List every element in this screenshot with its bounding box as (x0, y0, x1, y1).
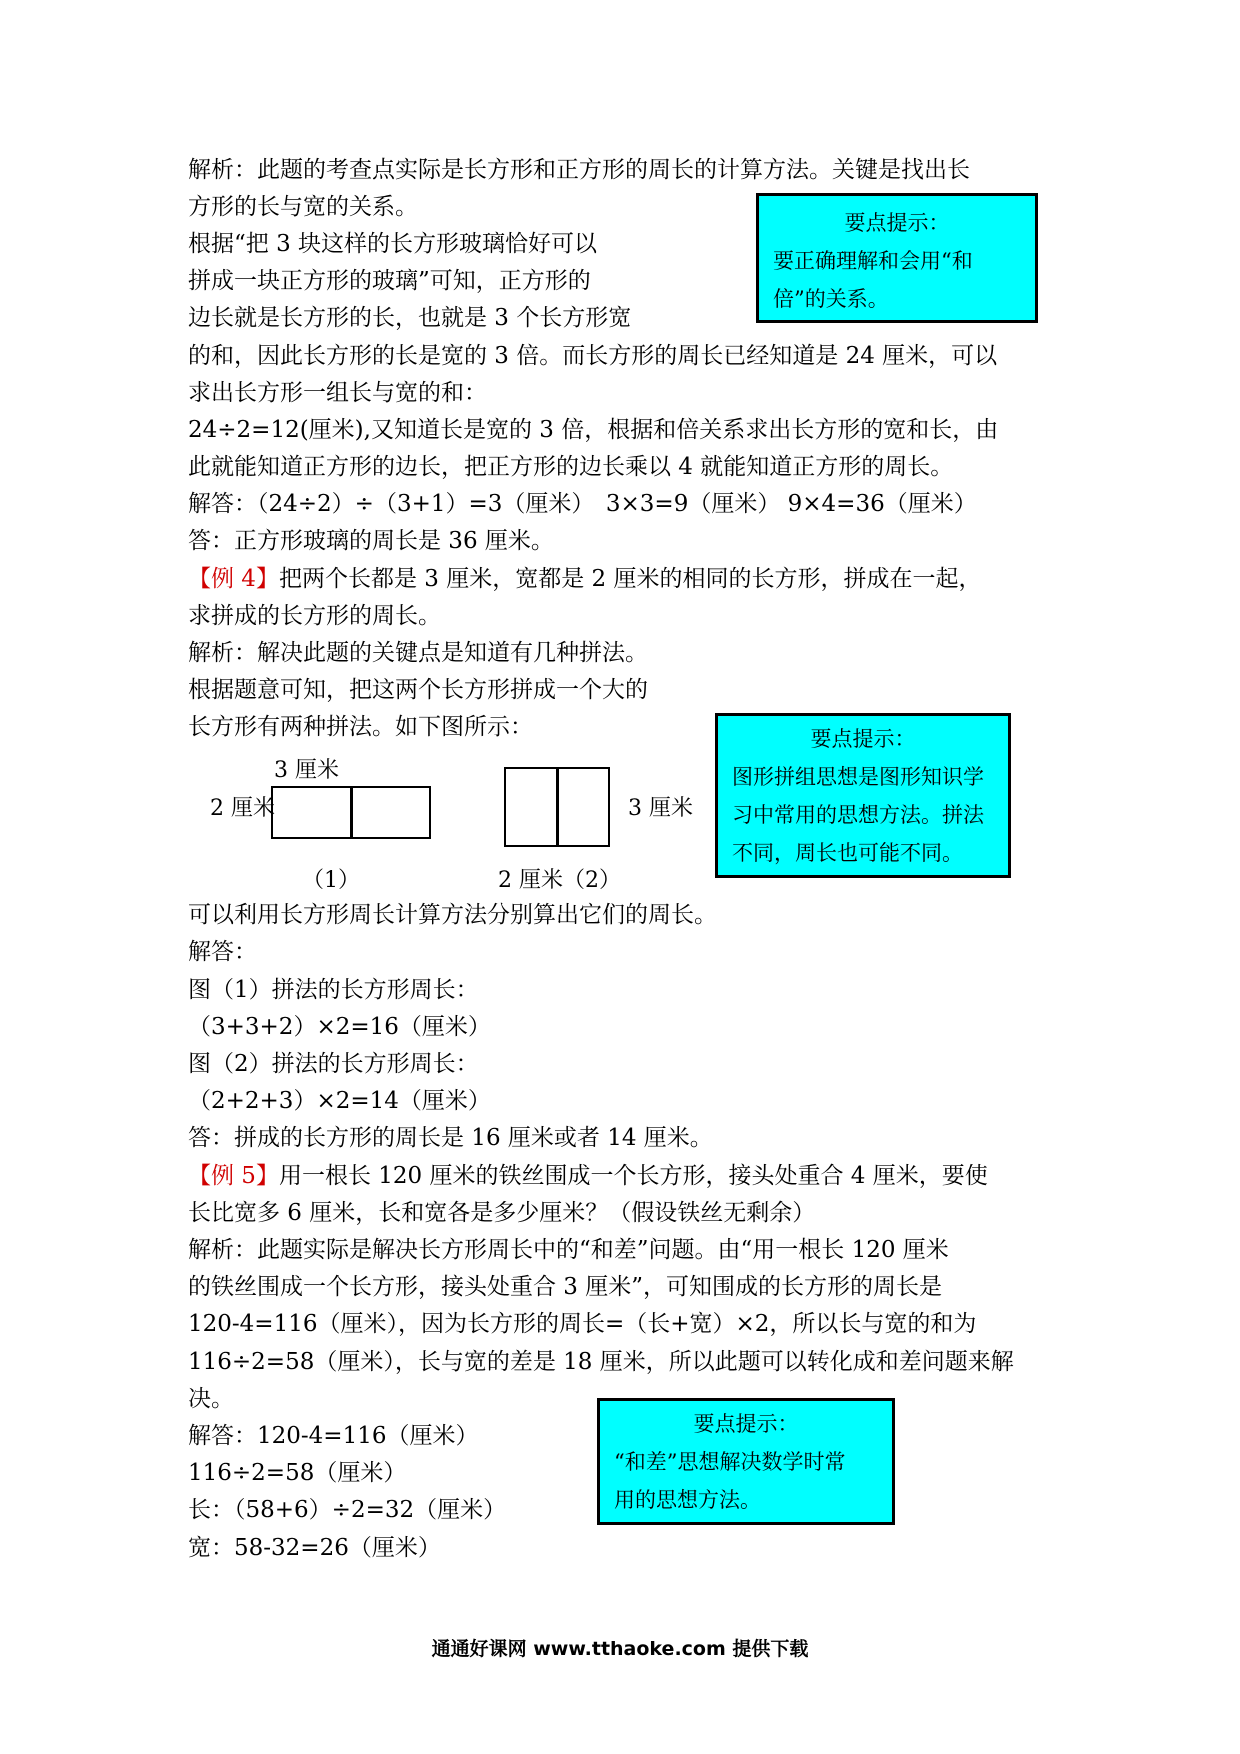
answer-line: 答：拼成的长方形的周长是 16 厘米或者 14 厘米。 (188, 1125, 713, 1151)
text-line: 方形的长与宽的关系。 (188, 194, 418, 220)
tip-text: 习中常用的思想方法。拼法 (732, 803, 984, 827)
text-line: 可以利用长方形周长计算方法分别算出它们的周长。 (188, 902, 717, 928)
text-line: 长方形有两种拼法。如下图所示： (188, 714, 533, 740)
tip-text: 图形拼组思想是图形知识学 (732, 765, 984, 789)
tip-text: 要正确理解和会用“和 (773, 249, 973, 273)
text-line: 解析：此题实际是解决长方形周长中的“和差”问题。由“用一根长 120 厘米 (188, 1237, 949, 1263)
example-tag: 【例 5】 (188, 1163, 279, 1189)
text-line: （2+2+3）×2=14（厘米） (188, 1088, 491, 1114)
text-line: 24÷2=12(厘米),又知道长是宽的 3 倍，根据和倍关系求出长方形的宽和长，由 (188, 417, 999, 443)
figure-1-caption: （1） (302, 868, 360, 893)
figure-1-rectangle (271, 786, 431, 839)
text-line: 120-4=116（厘米），因为长方形的周长=（长+宽）×2，所以长与宽的和为 (188, 1311, 977, 1337)
text-line: 根据题意可知，把这两个长方形拼成一个大的 (188, 677, 648, 703)
text-line: 解析：解决此题的关键点是知道有几种拼法。 (188, 640, 648, 666)
text-line: （3+3+2）×2=16（厘米） (188, 1014, 491, 1040)
example-4-question (188, 564, 981, 594)
text-line: 长：（58+6）÷2=32（厘米） (188, 1497, 507, 1523)
tip-title: 要点提示： (693, 1412, 799, 1436)
solution-line: 解答：（24÷2）÷（3+1）=3（厘米） 3×3=9（厘米） 9×4=36（厘米） (188, 491, 977, 517)
tip-title: 要点提示： (844, 211, 950, 235)
text-line: 边长就是长方形的长，也就是 3 个长方形宽 (188, 305, 632, 331)
example-tag: 【例 4】 (188, 566, 279, 592)
figure-2-length-label: 3 厘米 (628, 796, 693, 821)
text-line: 的铁丝围成一个长方形，接头处重合 3 厘米”，可知围成的长方形的周长是 (188, 1274, 943, 1300)
text-line: 解析：此题的考查点实际是长方形和正方形的周长的计算方法。关键是找出长 (188, 157, 970, 183)
tip-text: 不同，周长也可能不同。 (732, 841, 963, 865)
figure-2-rectangle (504, 767, 610, 847)
text-line: 116÷2=58（厘米） (188, 1460, 407, 1486)
text-line: 图（1）拼法的长方形周长： (188, 977, 479, 1003)
text-line: 的和，因此长方形的长是宽的 3 倍。而长方形的周长已经知道是 24 厘米，可以 (188, 343, 998, 369)
text-line: 图（2）拼法的长方形周长： (188, 1051, 479, 1077)
figure-1-width-label: 2 厘米 (210, 796, 275, 821)
divider-line (556, 769, 559, 845)
text-line: 求出长方形一组长与宽的和： (188, 380, 487, 406)
text-line: 长比宽多 6 厘米，长和宽各是多少厘米？（假设铁丝无剩余） (188, 1200, 816, 1226)
text-line: 根据“把 3 块这样的长方形玻璃恰好可以 (188, 231, 598, 257)
tip-title: 要点提示： (810, 727, 916, 751)
text-line: 求拼成的长方形的周长。 (188, 603, 441, 629)
example-5-question (188, 1161, 988, 1191)
tip-text: 用的思想方法。 (614, 1488, 761, 1512)
tip-text: 倍”的关系。 (773, 287, 889, 311)
divider-line (350, 788, 353, 837)
text-line: 116÷2=58（厘米），长与宽的差是 18 厘米，所以此题可以转化成和差问题来解 (188, 1349, 1014, 1375)
text-line: 此就能知道正方形的边长，把正方形的边长乘以 4 就能知道正方形的周长。 (188, 454, 954, 480)
text-line: 决。 (188, 1386, 234, 1412)
text-line: 宽：58-32=26（厘米） (188, 1535, 441, 1561)
question-text: 用一根长 120 厘米的铁丝围成一个长方形，接头处重合 4 厘米，要使 (278, 1163, 988, 1189)
answer-line: 答：正方形玻璃的周长是 36 厘米。 (188, 528, 554, 554)
tip-box (597, 1398, 895, 1525)
figure-1-length-label: 3 厘米 (274, 758, 339, 783)
text-line: 解答：120-4=116（厘米） (188, 1423, 479, 1449)
page-footer: 通通好课网 www.tthaoke.com 提供下载 (431, 1638, 809, 1660)
figure-2-caption: 2 厘米（2） (498, 868, 621, 893)
tip-box (715, 713, 1011, 878)
text-line: 解答： (188, 939, 257, 965)
text-line: 拼成一块正方形的玻璃”可知，正方形的 (188, 268, 591, 294)
tip-box (756, 193, 1038, 323)
tip-text: “和差”思想解决数学时常 (614, 1450, 846, 1474)
question-text: 把两个长都是 3 厘米，宽都是 2 厘米的相同的长方形，拼成在一起， (278, 566, 982, 592)
